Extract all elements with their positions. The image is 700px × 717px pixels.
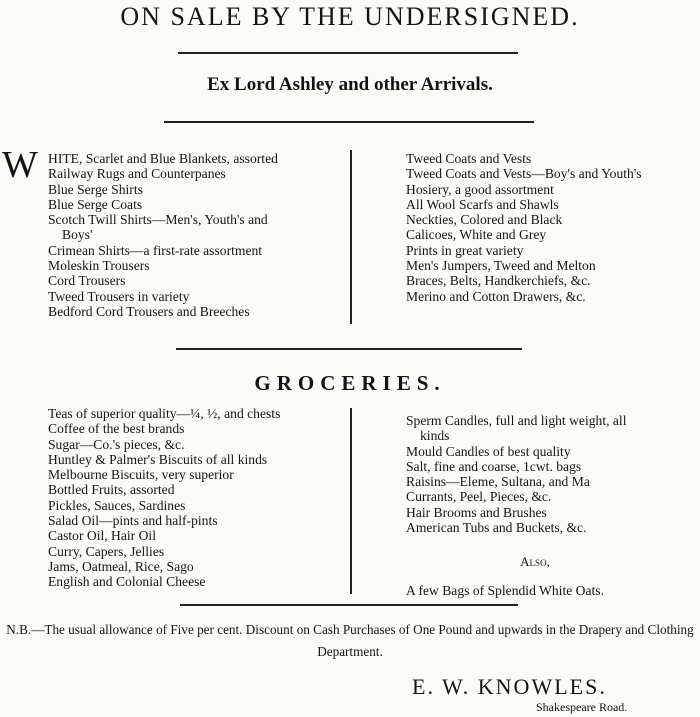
list-item: American Tubs and Buckets, &c. xyxy=(406,520,587,536)
list-item: Merino and Cotton Drawers, &c. xyxy=(406,288,586,304)
discount-note: N.B.—The usual allowance of Five per cent. Discount on Cash Purchases of One Pound and upwards in the Drapery and Clothing Department. xyxy=(6,622,694,659)
divider-rule xyxy=(176,348,522,350)
list-item: Neckties, Colored and Black xyxy=(406,212,563,228)
list-item: Tweed Coats and Vests—Boy's and Youth's xyxy=(406,166,642,182)
divider-rule xyxy=(164,121,534,123)
groceries-list-right xyxy=(406,413,627,535)
list-item: Crimean Shirts—a first-rate assortment xyxy=(48,242,263,258)
list-item: Men's Jumpers, Tweed and Melton xyxy=(406,258,596,274)
list-item: Curry, Capers, Jellies xyxy=(48,543,165,559)
list-item: Huntley & Palmer's Biscuits of all kinds xyxy=(48,451,268,467)
list-item: Bedford Cord Trousers and Breeches xyxy=(48,303,250,319)
drapery-list-left xyxy=(48,151,278,319)
list-item: Sugar—Co.'s pieces, &c. xyxy=(48,436,185,452)
oats-line: A few Bags of Splendid White Oats. xyxy=(406,583,604,598)
list-item: Moleskin Trousers xyxy=(48,258,150,274)
list-item: Melbourne Biscuits, very superior xyxy=(48,467,234,483)
list-item: Castor Oil, Hair Oil xyxy=(48,528,156,544)
list-item: Blue Serge Coats xyxy=(48,196,143,212)
groceries-list-left xyxy=(48,406,280,590)
list-item: Bottled Fruits, assorted xyxy=(48,482,175,498)
arrivals-subtitle: Ex Lord Ashley and other Arrivals. xyxy=(207,74,493,95)
divider-rule xyxy=(180,604,518,606)
merchant-signature: E. W. KNOWLES. xyxy=(412,674,607,699)
list-item: Tweed Coats and Vests xyxy=(406,151,532,166)
list-item: All Wool Scarfs and Shawls xyxy=(406,196,559,212)
merchant-address: Shakespeare Road. xyxy=(536,700,628,714)
list-item: Raisins—Eleme, Sultana, and Ma xyxy=(406,474,590,490)
list-item: Pickles, Sauces, Sardines xyxy=(48,497,186,513)
divider-rule xyxy=(178,52,518,54)
list-item: Braces, Belts, Handkerchiefs, &c. xyxy=(406,273,591,289)
list-item: Hosiery, a good assortment xyxy=(406,181,554,197)
list-item: Tweed Trousers in variety xyxy=(48,288,190,304)
groceries-heading: GROCERIES. xyxy=(254,371,446,395)
list-item: Jams, Oatmeal, Rice, Sago xyxy=(48,558,194,574)
list-item: Currants, Peel, Pieces, &c. xyxy=(406,489,552,505)
page-title: ON SALE BY THE UNDERSIGNED. xyxy=(120,2,580,31)
list-item: Salad Oil—pints and half-pints xyxy=(48,513,218,529)
list-item: Hair Brooms and Brushes xyxy=(406,504,547,520)
list-item: Blue Serge Shirts xyxy=(48,181,143,197)
column-divider xyxy=(350,408,352,594)
list-item: Prints in great variety xyxy=(406,242,524,258)
list-item: Sperm Candles, full and light weight, all xyxy=(406,413,627,428)
list-item: Teas of superior quality—¼, ½, and chests xyxy=(48,406,281,421)
list-item: kinds xyxy=(420,428,450,444)
list-item: Scotch Twill Shirts—Men's, Youth's and xyxy=(48,212,268,228)
list-item: Calicoes, White and Grey xyxy=(406,227,547,243)
drapery-list-right xyxy=(406,151,642,304)
list-item: Railway Rugs and Counterpanes xyxy=(48,166,226,182)
column-divider xyxy=(350,150,352,324)
list-item: Coffee of the best brands xyxy=(48,421,185,437)
also-label: Also, xyxy=(520,554,550,569)
list-item: Mould Candles of best quality xyxy=(406,443,571,459)
list-item: English and Colonial Cheese xyxy=(48,574,206,590)
list-item: Boys' xyxy=(62,227,93,243)
drop-cap: W xyxy=(2,144,38,186)
list-item: Salt, fine and coarse, 1cwt. bags xyxy=(406,458,582,474)
list-item: Cord Trousers xyxy=(48,273,126,289)
list-item: HITE, Scarlet and Blue Blankets, assorted xyxy=(48,151,278,166)
